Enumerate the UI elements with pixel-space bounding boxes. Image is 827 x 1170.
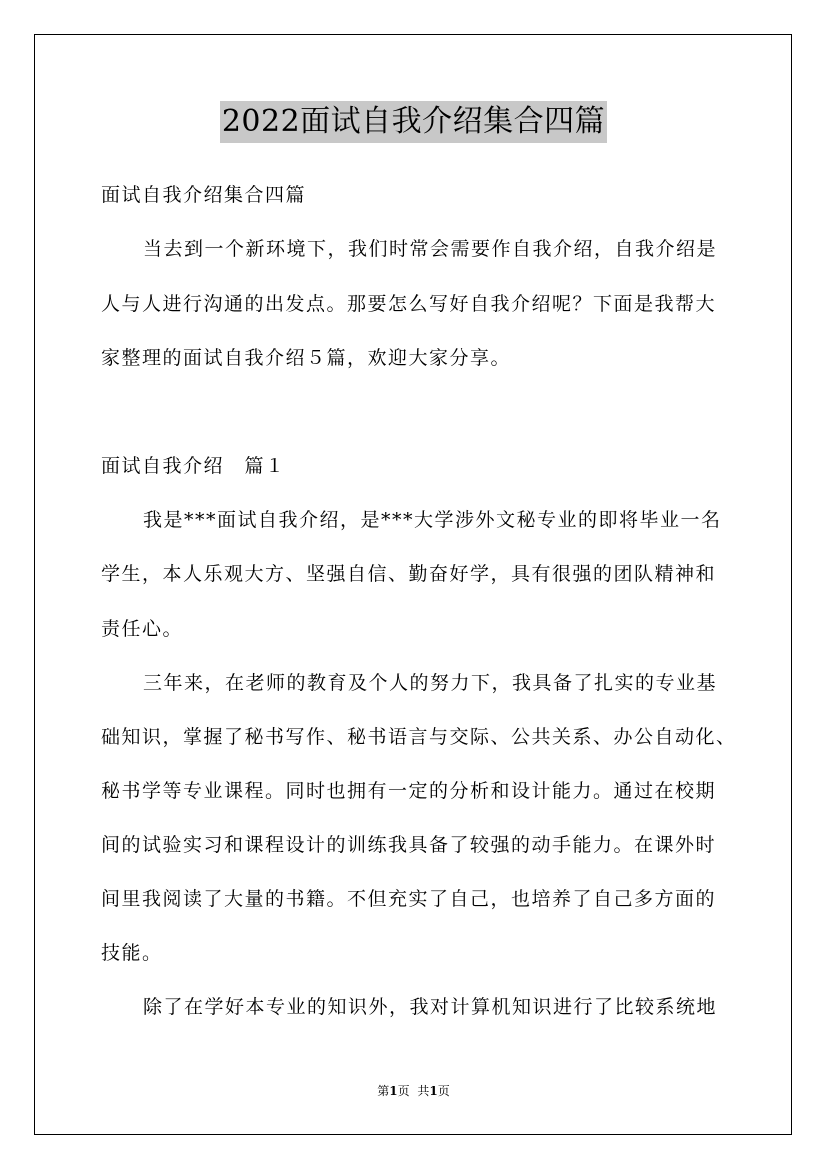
para2-line-4: 间的试验实习和课程设计的训练我具备了较强的动手能力。在课外时 bbox=[101, 834, 717, 856]
intro-line-1: 当去到一个新环境下，我们时常会需要作自我介绍，自我介绍是 bbox=[143, 238, 718, 260]
intro-line-2: 人与人进行沟通的出发点。那要怎么写好自我介绍呢？下面是我帮大 bbox=[101, 293, 717, 315]
total-suffix: 页 bbox=[437, 1084, 450, 1098]
intro-line-3: 家整理的面试自我介绍５篇，欢迎大家分享。 bbox=[101, 347, 512, 369]
section-heading-1: 面试自我介绍 篇１ bbox=[101, 455, 286, 477]
para2-line-2: 础知识，掌握了秘书写作、秘书语言与交际、公共关系、办公自动化、 bbox=[101, 726, 737, 748]
total-prefix: 共 bbox=[417, 1084, 430, 1098]
document-title: 2022面试自我介绍集合四篇 bbox=[220, 101, 607, 143]
para2-line-3: 秘书学等专业课程。同时也拥有一定的分析和设计能力。通过在校期 bbox=[101, 780, 717, 802]
page-prefix: 第 bbox=[377, 1084, 390, 1098]
title-container bbox=[0, 101, 827, 143]
para1-line-3: 责任心。 bbox=[101, 618, 184, 640]
page-number: 1 bbox=[389, 1084, 398, 1098]
total-pages: 1 bbox=[429, 1084, 438, 1098]
para2-line-5: 间里我阅读了大量的书籍。不但充实了自己，也培养了自己多方面的 bbox=[101, 888, 717, 910]
para2-line-6: 技能。 bbox=[101, 942, 163, 964]
para1-line-2: 学生，本人乐观大方、坚强自信、勤奋好学，具有很强的团队精神和 bbox=[101, 563, 717, 585]
page-suffix: 页 bbox=[397, 1084, 410, 1098]
para2-line-1: 三年来，在老师的教育及个人的努力下，我具备了扎实的专业基 bbox=[143, 672, 718, 694]
para1-line-1: 我是***面试自我介绍，是***大学涉外文秘专业的即将毕业一名 bbox=[143, 509, 722, 531]
page-footer bbox=[0, 1083, 827, 1099]
para3-line-1: 除了在学好本专业的知识外，我对计算机知识进行了比较系统地 bbox=[143, 996, 718, 1018]
document-subtitle: 面试自我介绍集合四篇 bbox=[101, 184, 307, 206]
